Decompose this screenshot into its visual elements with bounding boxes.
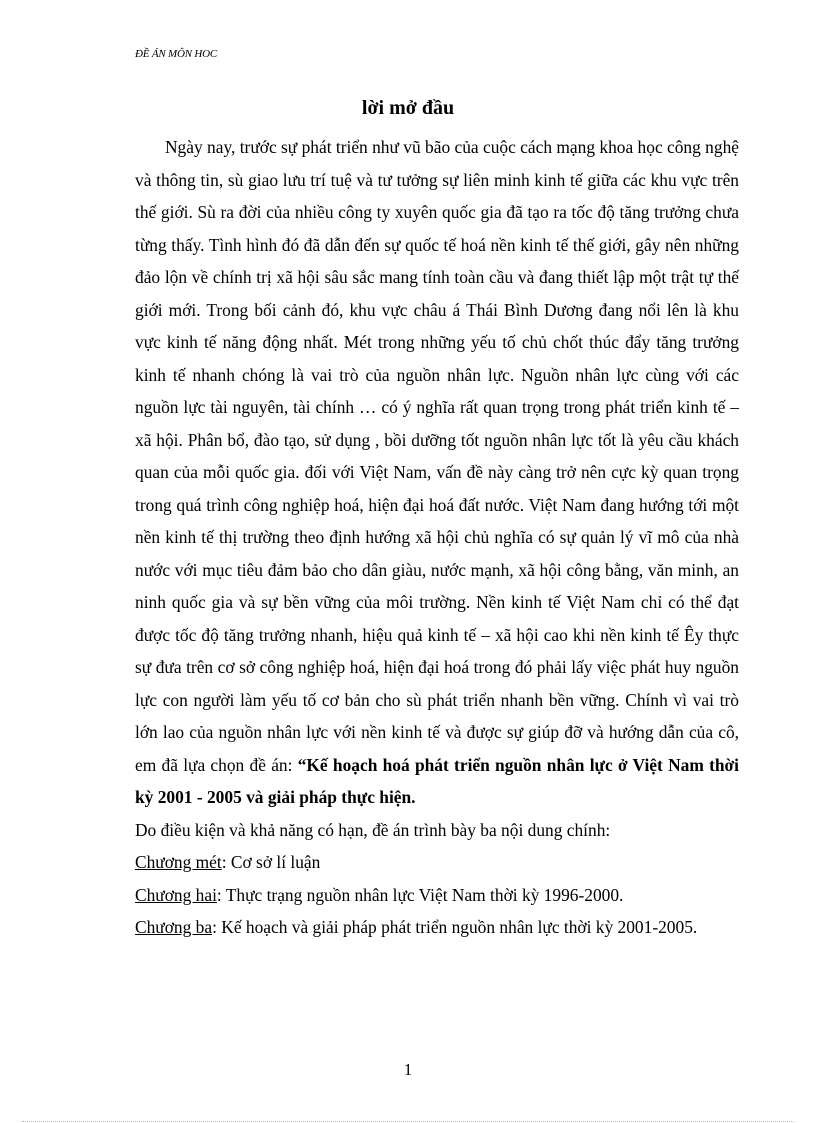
chapter-1-text: : Cơ sở lí luận [221,852,321,872]
intro-paragraph [135,131,739,814]
intro-text: Ngày nay, trước sự phát triển như vũ bão của cuộc cách mạng khoa học công nghệ và thông tin, sù giao lưu trí tuệ và tư tưởng sự liên minh kinh tế giữa các khu vực trên thế giới. Sù ra đời của nhiều công ty xuyên quốc gia đã tạo ra tốc độ tăng trưởng chưa từng thấy. Tình hình đó đã dẫn đến sự quốc tế hoá nền kinh tế thế giới, gây nên những đảo lộn về chính trị xã hội sâu sắc mang tính toàn cầu và đang thiết lập một trật tự thế giới mới. Trong bối cảnh đó, khu vực châu á Thái Bình Dương đang nổi lên là khu vực kinh tế năng động nhất. Mét trong những yếu tố chủ chốt thúc đẩy tăng trưởng kinh tế nhanh chóng là vai trò của nguồn nhân lực. Nguồn nhân lực cùng với các nguồn lực tài nguyên, tài chính … có ý nghĩa rất quan trọng trong phát triển kinh tế –xã hội. Phân bổ, đào tạo, sử dụng , bồi dưỡng tốt nguồn nhân lực tốt là yêu cầu khách quan của mỗi quốc gia. đối với Việt Nam, vấn đề này càng trở nên cực kỳ quan trọng trong quá trình công nghiệp hoá, hiện đại hoá đất nước. Việt Nam đang hướng tới một nền kinh tế thị trường theo định hướng xã hội chủ nghĩa có sự quản lý vĩ mô của nhà nước với mục tiêu đảm bảo cho dân giàu, nước mạnh, xã hội công bằng, văn minh, an ninh quốc gia và sự bền vững của môi trường. Nền kinh tế Việt Nam chỉ có thể đạt được tốc độ tăng trưởng nhanh, hiệu quả kinh tế – xã hội cao khi nền kinh tế Êy thực sự đưa trên cơ sở công nghiệp hoá, hiện đại hoá trong đó phải lấy việc phát huy nguồn lực con người làm yếu tố cơ bản cho sù phát triển nhanh bền vững. Chính vì vai trò lớn lao của nguồn nhân lực với nền kinh tế và được sự giúp đỡ và hướng dẫn của cô, em đã lựa chọn đề án: [135,137,739,775]
running-header: ĐỀ ÁN MÔN HOC [135,48,218,60]
chapter-1-label: Chương mét [135,852,222,872]
chapter-2-text: : Thực trạng nguồn nhân lực Việt Nam thời kỳ 1996-2000. [216,884,624,905]
chapter-3-label: Chương ba [135,917,213,937]
project-title: “Kế hoạch hoá phát triển nguồn nhân lực ở Việt Nam thời kỳ 2001 - 2005 và giải pháp thực hiện. [135,754,739,807]
content-intro: Do điều kiện và khả năng có hạn, đề án trình bày ba nội dung chính: [135,819,611,840]
document-body [135,131,739,944]
chapter-3-text: : Kế hoạch và giải pháp phát triển nguồn nhân lực thời kỳ 2001-2005. [212,917,698,937]
chapter-2-label: Chương hai [135,884,217,905]
document-title: lời mở đầu [361,97,455,119]
page-bottom-divider [22,1121,794,1122]
page-number: 1 [403,1060,413,1079]
chapter-line-2 [135,879,739,912]
chapter-line-3 [135,911,739,944]
chapter-line-1 [135,846,739,879]
